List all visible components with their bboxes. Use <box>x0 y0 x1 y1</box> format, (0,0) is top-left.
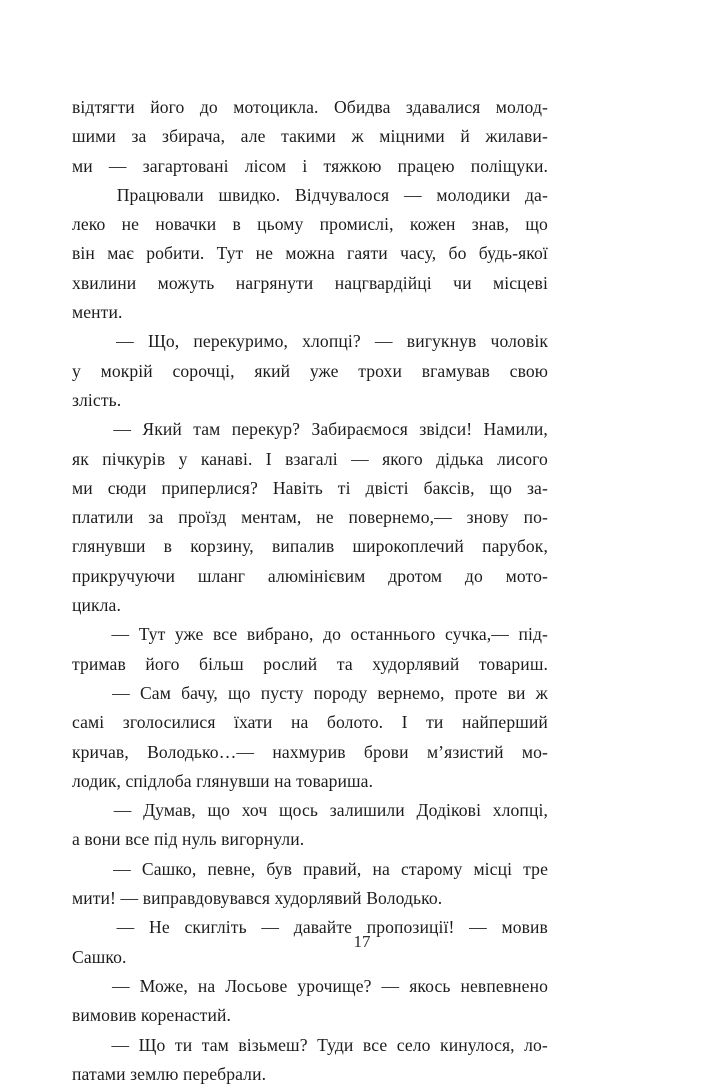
text-line <box>72 591 548 620</box>
line-text: а вони все під нуль вигорнули. <box>72 829 305 850</box>
word: давайте <box>293 917 353 938</box>
word: — <box>113 858 131 879</box>
word: можуть <box>157 272 215 293</box>
word: — <box>381 975 400 996</box>
word: нахмурив <box>272 741 346 762</box>
word: самі <box>72 712 105 733</box>
word: мотоцикла. <box>233 97 319 117</box>
word: Навіть <box>272 477 323 498</box>
word: — <box>116 331 134 352</box>
word: працею <box>397 155 455 176</box>
text-line <box>72 620 548 649</box>
word: — <box>111 975 130 996</box>
word: вернемо, <box>377 682 445 703</box>
word: швидко. <box>218 184 281 205</box>
word: не <box>316 507 334 528</box>
word: перекур? <box>231 419 301 440</box>
word: відтягти <box>72 97 135 117</box>
word: знову <box>466 507 509 528</box>
word: якого <box>382 448 423 469</box>
paragraph-indent <box>72 181 102 210</box>
word: здавалися <box>405 97 481 117</box>
word: шланг <box>197 565 246 586</box>
word: молодики <box>436 184 511 205</box>
word: міцними <box>379 126 445 147</box>
word: останнього <box>350 624 436 645</box>
word: чоловік <box>490 331 548 352</box>
word: Тут <box>138 624 166 645</box>
word: вибрано, <box>246 624 314 645</box>
line-text: менти. <box>72 302 123 323</box>
word: Туди <box>317 1034 354 1055</box>
word: в <box>163 536 173 557</box>
word: леко <box>72 214 106 235</box>
word: за- <box>527 477 548 498</box>
word: шими <box>72 126 116 147</box>
word: місцеві <box>492 272 548 293</box>
word: хлопці, <box>492 800 548 821</box>
word: — <box>112 682 130 703</box>
word: Працювали <box>116 184 204 205</box>
word: — <box>261 917 280 938</box>
word: рослий <box>263 653 318 674</box>
paragraph-indent <box>72 679 102 708</box>
text-line <box>72 884 548 913</box>
word: який <box>254 360 291 381</box>
text-line <box>72 415 548 444</box>
word: там <box>193 419 221 440</box>
word: Забираємося <box>311 419 408 440</box>
word: брови <box>363 741 409 762</box>
word: да- <box>525 184 548 205</box>
word: можна <box>285 243 335 264</box>
word: як <box>72 448 89 469</box>
word: чи <box>453 272 472 293</box>
word: глянувши <box>72 536 146 557</box>
word: зголосилися <box>122 712 216 733</box>
word: жилави- <box>485 126 548 147</box>
word: канаві. <box>200 448 253 469</box>
word: правий, <box>303 858 362 879</box>
word: такими <box>281 126 336 147</box>
word: візьмеш? <box>238 1034 308 1055</box>
word: у <box>178 448 188 469</box>
paragraph-indent <box>72 415 102 444</box>
word: ло- <box>524 1034 548 1055</box>
word: за <box>131 126 147 147</box>
paragraph-indent <box>72 620 102 649</box>
word: хоч <box>241 800 268 821</box>
text-line <box>72 679 548 708</box>
word: І <box>401 712 408 733</box>
word: випалив <box>271 536 335 557</box>
text-line <box>72 386 548 415</box>
text-line <box>72 503 548 532</box>
text-line <box>72 357 548 386</box>
word: ментам, <box>241 507 302 528</box>
line-text: лодик, спідлоба глянувши на товариша. <box>72 770 374 791</box>
text-line <box>72 855 548 884</box>
text-line <box>72 298 548 327</box>
word: пічкурів <box>102 448 166 469</box>
word: там <box>201 1034 229 1055</box>
word: часу, <box>400 243 437 264</box>
word: більш <box>199 653 244 674</box>
word: гаяти <box>347 243 388 264</box>
word: пропозиції! <box>366 917 455 938</box>
word: ми <box>72 477 93 498</box>
word: має <box>107 243 134 264</box>
word: урочище? <box>297 975 372 996</box>
word: свою <box>509 360 548 381</box>
word: сучка,— <box>444 624 509 645</box>
text-line <box>72 650 548 679</box>
word: його <box>145 653 180 674</box>
word: на <box>372 858 390 879</box>
word: Сашко, <box>141 858 197 879</box>
word: корзину, <box>190 536 254 557</box>
word: звідси! <box>419 419 473 440</box>
word: Володько…— <box>147 741 255 762</box>
word: Не <box>149 917 170 938</box>
text-line <box>72 152 548 181</box>
word: що <box>489 477 513 498</box>
word: знав, <box>471 214 510 235</box>
word: — <box>351 448 369 469</box>
paragraph-indent <box>72 855 102 884</box>
word: платили <box>72 507 134 528</box>
word: невпевнено <box>460 975 548 996</box>
word: він <box>72 243 95 264</box>
text-line <box>72 825 548 854</box>
word: бо <box>448 243 467 264</box>
word: лисого <box>496 448 548 469</box>
word: ж <box>535 682 548 703</box>
word: що <box>228 682 251 703</box>
text-line <box>72 767 548 796</box>
word: у <box>72 360 81 381</box>
text-line <box>72 562 548 591</box>
word: мо- <box>521 741 548 762</box>
word: — <box>469 917 487 938</box>
word: старому <box>400 858 463 879</box>
word: трохи <box>358 360 402 381</box>
line-text: мити! — виправдовувався худорлявий Володько. <box>72 888 443 909</box>
text-line <box>72 1031 548 1060</box>
word: лісом <box>244 155 287 176</box>
word: під- <box>518 624 548 645</box>
word: Думав, <box>143 800 196 821</box>
text-line <box>72 1001 548 1030</box>
text-line <box>72 972 548 1001</box>
paragraph-indent <box>72 1031 102 1060</box>
word: будь-якої <box>478 243 548 264</box>
word: взагалі <box>285 448 338 469</box>
word: до <box>199 97 218 117</box>
text-line <box>72 796 548 825</box>
word: їхати <box>234 712 273 733</box>
word: що <box>525 214 548 235</box>
word: мото- <box>505 565 548 586</box>
text-line <box>72 122 548 151</box>
word: новачки <box>155 214 217 235</box>
word: ти <box>426 712 444 733</box>
text-line <box>72 239 548 268</box>
word: на <box>290 712 309 733</box>
word: болото. <box>326 712 384 733</box>
word: за <box>148 507 164 528</box>
word: загартовані <box>142 155 229 176</box>
text-line <box>72 327 548 356</box>
word: Який <box>142 419 182 440</box>
text-line <box>72 269 548 298</box>
word: Може, <box>139 975 188 996</box>
line-text: злість. <box>72 389 122 410</box>
word: хвилини <box>72 272 137 293</box>
word: але <box>240 126 266 147</box>
word: тримав <box>72 653 126 674</box>
word: — <box>403 184 422 205</box>
word: якось <box>409 975 451 996</box>
word: сорочці, <box>172 360 235 381</box>
word: промислі, <box>319 214 394 235</box>
word: — <box>111 624 130 645</box>
word: село <box>396 1034 431 1055</box>
word: І <box>265 448 272 469</box>
word: — <box>116 917 135 938</box>
word: Додікові <box>416 800 482 821</box>
line-text: вимовив коренастий. <box>72 1005 231 1026</box>
word: його <box>150 97 185 117</box>
line-text: патами землю перебрали. <box>72 1063 267 1084</box>
word: повернемо,— <box>348 507 452 528</box>
word: на <box>197 975 216 996</box>
word: ви <box>507 682 526 703</box>
word: парубок, <box>482 536 548 557</box>
word: мовив <box>501 917 548 938</box>
word: в <box>232 214 241 235</box>
word: що <box>207 800 231 821</box>
word: поліщуки. <box>470 155 548 176</box>
word: робити. <box>146 243 205 264</box>
word: по- <box>523 507 548 528</box>
word: місці <box>473 858 513 879</box>
word: мокрій <box>100 360 153 381</box>
word: хлопці? <box>302 331 361 352</box>
word: Сам <box>139 682 171 703</box>
word: щось <box>279 800 319 821</box>
word: уже <box>309 360 339 381</box>
word: прикручуючи <box>72 565 176 586</box>
word: вгамував <box>421 360 490 381</box>
word: перекуримо, <box>193 331 288 352</box>
word: все <box>212 624 238 645</box>
line-text: Сашко. <box>72 946 127 967</box>
word: певне, <box>207 858 256 879</box>
word: був <box>266 858 293 879</box>
word: й <box>460 126 470 147</box>
word: широкоплечий <box>352 536 464 557</box>
word: нацгвардійці <box>334 272 432 293</box>
text-line <box>72 532 548 561</box>
word: ж <box>351 126 364 147</box>
word: ти <box>174 1034 193 1055</box>
word: товариш. <box>478 653 548 674</box>
text-line <box>72 445 548 474</box>
word: — <box>113 419 132 440</box>
page-number: 17 <box>353 932 371 951</box>
text-line <box>72 474 548 503</box>
word: — <box>374 331 393 352</box>
word: алюмінієвим <box>267 565 366 586</box>
word: Обидва <box>333 97 391 117</box>
word: породу <box>313 682 368 703</box>
word: баксів, <box>423 477 475 498</box>
word: залишили <box>329 800 405 821</box>
word: — <box>108 155 127 176</box>
word: до <box>464 565 483 586</box>
word: дідька <box>436 448 484 469</box>
word: вигукнув <box>406 331 477 352</box>
word: тяжкою <box>323 155 382 176</box>
word: проте <box>454 682 498 703</box>
word: не <box>255 243 274 264</box>
text-line <box>72 93 548 122</box>
word: молод- <box>495 97 548 117</box>
word: збирача, <box>162 126 226 147</box>
word: м’язистий <box>426 741 504 762</box>
text-line <box>72 1060 548 1089</box>
word: тре <box>523 858 548 879</box>
paragraph-indent <box>72 796 102 825</box>
word: двісті <box>365 477 409 498</box>
word: Відчувалося <box>294 184 390 205</box>
word: кожен <box>409 214 456 235</box>
text-line <box>72 181 548 210</box>
word: ми <box>72 155 93 176</box>
word: цьому <box>257 214 304 235</box>
word: дротом <box>388 565 443 586</box>
text-line <box>72 708 548 737</box>
paragraph-indent <box>72 327 102 356</box>
word: сюди <box>107 477 147 498</box>
word: Лосьове <box>225 975 288 996</box>
word: Що, <box>148 331 180 352</box>
word: худорлявий <box>372 653 460 674</box>
word: все <box>362 1034 388 1055</box>
word: до <box>323 624 341 645</box>
word: проїзд <box>178 507 227 528</box>
word: кричав, <box>72 741 129 762</box>
word: Тут <box>216 243 244 264</box>
paragraph-indent <box>72 972 102 1001</box>
word: ті <box>337 477 351 498</box>
word: кинулося, <box>440 1034 515 1055</box>
text-line <box>72 210 548 239</box>
line-text: цикла. <box>72 595 121 616</box>
word: бачу, <box>181 682 218 703</box>
word: та <box>336 653 353 674</box>
word: найперший <box>461 712 548 733</box>
word: — <box>113 800 132 821</box>
word: скигліть <box>184 917 247 938</box>
word: приперлися? <box>161 477 258 498</box>
word: Намили, <box>483 419 548 440</box>
text-line <box>72 738 548 767</box>
word: пусту <box>260 682 304 703</box>
word: уже <box>174 624 204 645</box>
word: не <box>121 214 140 235</box>
word: Що <box>138 1034 166 1055</box>
word: нагрянути <box>235 272 314 293</box>
word: і <box>302 155 308 176</box>
word: — <box>111 1034 130 1055</box>
